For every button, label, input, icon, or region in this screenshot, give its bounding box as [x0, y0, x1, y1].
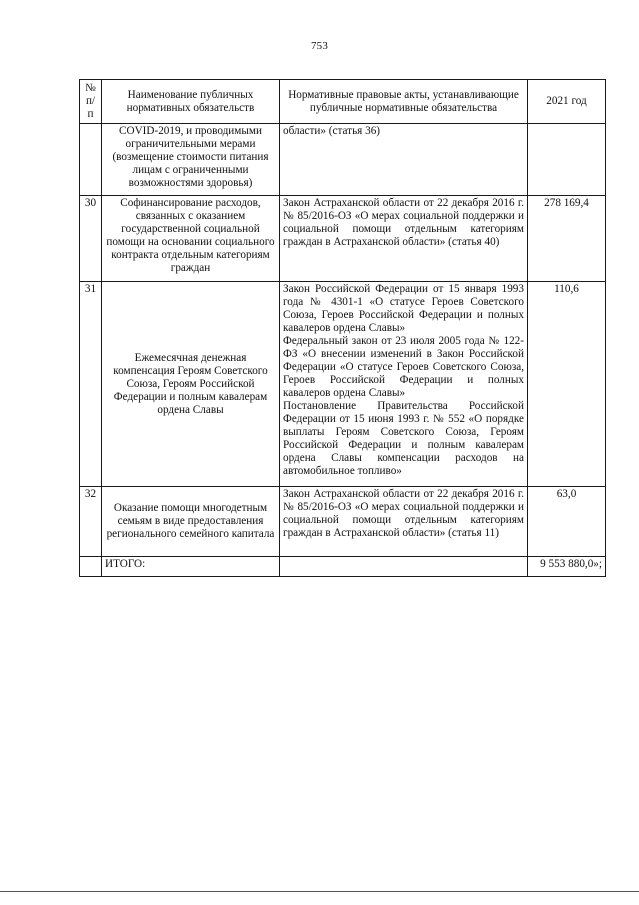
- bottom-divider: [0, 891, 639, 892]
- row-name: Ежемесячная денежная компенсация Героям Советского Союза, Героям Российской Федерации и полным кавалерам ордена Славы: [102, 282, 280, 487]
- row-law: Закон Астраханской области от 22 декабря 2016 г. № 85/2016-ОЗ «О мерах социальной поддержки и социальной помощи отдельным категориям граждан в Астраханской области» (статья 40): [280, 196, 528, 282]
- law-act-2: Федеральный закон от 23 июля 2005 года № 122-ФЗ «О внесении изменений в Закон Российской Федерации «О статусе Героев Советского Союза, Героев Российской Федерации и полных кавалеров ордена Славы»: [283, 335, 524, 399]
- total-label: ИТОГО:: [102, 557, 280, 577]
- table-row: [80, 282, 606, 487]
- row-sum: 110,6: [528, 282, 606, 487]
- obligations-table: [79, 79, 606, 577]
- law-act-3: Постановление Правительства Российской Федерации от 15 июня 1993 г. № 552 «О порядке выплаты Героям Советского Союза, Героям Российской Федерации и полным кавалерам ордена Славы компенсации расходов на автомобильное топливо»: [283, 400, 524, 477]
- row-sum: 63,0: [528, 487, 606, 557]
- total-sum: 9 553 880,0»;: [528, 557, 606, 577]
- row-name: COVID-2019, и проводимыми ограничительными мерами (возмещение стоимости питания лицам с ограниченными возможностями здоровья): [102, 124, 280, 196]
- total-row: [80, 557, 606, 577]
- header-year: 2021 год: [528, 80, 606, 124]
- row-num: 32: [80, 487, 102, 557]
- row-law: Закон Астраханской области от 22 декабря 2016 г. № 85/2016-ОЗ «О мерах социальной поддержки и социальной помощи отдельным категориям граждан в Астраханской области» (статья 11): [280, 487, 528, 557]
- law-act-1: Закон Российской Федерации от 15 января 1993 года № 4301-1 «О статусе Героев Советского Союза, Героев Российской Федерации и полных кавалеров ордена Славы»: [283, 283, 524, 334]
- table-header-row: [80, 80, 606, 124]
- table-row: [80, 196, 606, 282]
- row-num: [80, 124, 102, 196]
- total-law: [280, 557, 528, 577]
- row-name: Оказание помощи многодетным семьям в виде предоставления регионального семейного капитала: [102, 487, 280, 557]
- header-law: Нормативные правовые акты, устанавливающие публичные нормативные обязательства: [280, 80, 528, 124]
- row-law: [280, 282, 528, 487]
- row-sum: 278 169,4: [528, 196, 606, 282]
- header-name: Наименование публичных нормативных обязательств: [102, 80, 280, 124]
- header-num: № п/п: [80, 80, 102, 124]
- table-row: [80, 124, 606, 196]
- row-name: Софинансирование расходов, связанных с оказанием государственной социальной помощи на основании социального контракта отдельным категориям граждан: [102, 196, 280, 282]
- total-num: [80, 557, 102, 577]
- table-row: [80, 487, 606, 557]
- row-num: 31: [80, 282, 102, 487]
- row-num: 30: [80, 196, 102, 282]
- row-sum: [528, 124, 606, 196]
- row-law: области» (статья 36): [280, 124, 528, 196]
- page-number: 753: [310, 40, 329, 52]
